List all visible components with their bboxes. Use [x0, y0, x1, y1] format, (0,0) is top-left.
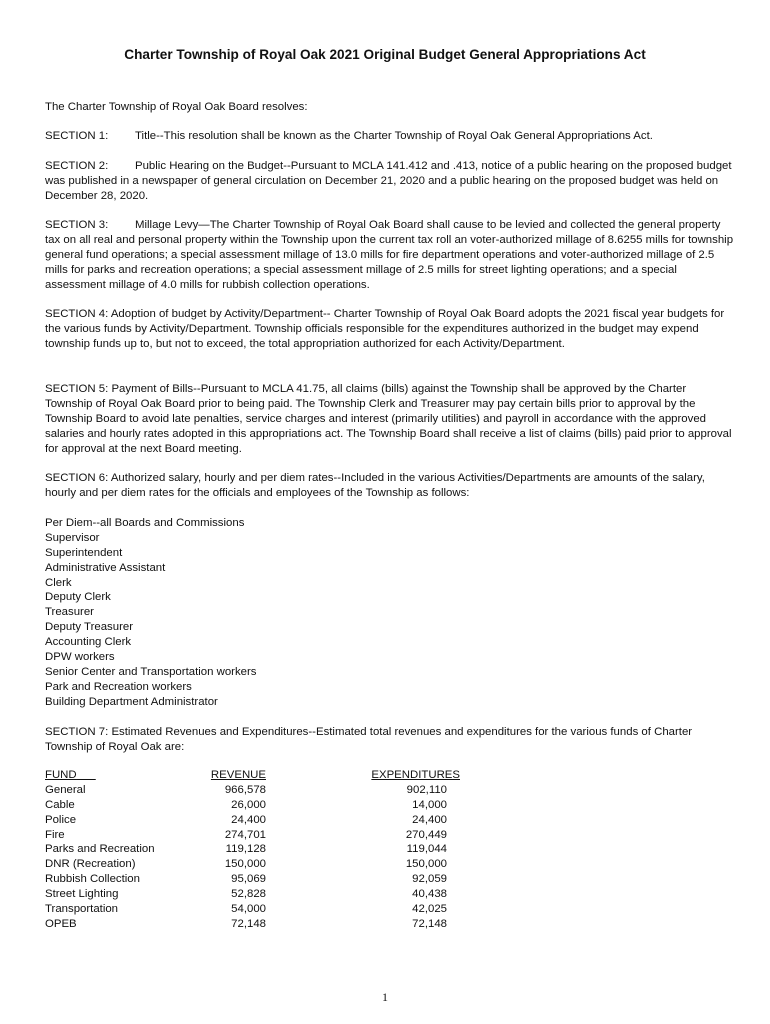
fund-expenditures: 24,400 — [412, 813, 447, 826]
table-row — [45, 872, 465, 887]
page-number: 1 — [382, 990, 388, 1004]
section-1-text: Title--This resolution shall be known as the Charter Township of Royal Oak General Appropriations Act. — [135, 130, 653, 142]
section-1 — [45, 129, 735, 144]
fund-revenue: 274,701 — [224, 828, 266, 841]
table-row — [45, 798, 465, 813]
intro-text: The Charter Township of Royal Oak Board resolves: — [45, 101, 308, 113]
fund-revenue: 52,828 — [231, 888, 266, 901]
section-6: SECTION 6: Authorized salary, hourly and per diem rates--Included in the various Activities/Departments are amounts of the salary, hourly and per diem rates for the officials and employees of the Township as follows: — [45, 472, 705, 499]
section-2-text: Public Hearing on the Budget--Pursuant to MCLA 141.412 and .413, notice of a public hearing on the proposed budget was published in a newspaper of general circulation on December 21, 2020 and a public hearing on the proposed budget was held on December 28, 2020. — [45, 160, 732, 202]
funds-table — [45, 768, 465, 932]
fund-revenue: 72,148 — [231, 917, 266, 930]
fund-revenue: 119,128 — [225, 843, 266, 856]
role-item: DPW workers — [45, 651, 115, 664]
role-item: Per Diem--all Boards and Commissions — [45, 517, 245, 529]
role-item: Treasurer — [45, 606, 94, 619]
fund-expenditures: 72,148 — [412, 917, 447, 930]
fund-name: OPEB — [45, 917, 77, 930]
fund-expenditures: 42,025 — [412, 903, 447, 916]
roles-list — [45, 516, 256, 710]
fund-revenue: 26,000 — [231, 798, 266, 811]
table-row — [45, 828, 465, 843]
fund-name: Police — [45, 813, 77, 826]
document-title: Charter Township of Royal Oak 2021 Original Budget General Appropriations Act — [124, 47, 646, 62]
fund-name: Cable — [45, 798, 75, 811]
fund-expenditures: 119,044 — [406, 843, 447, 856]
fund-name: Street Lighting — [45, 888, 119, 901]
table-row — [45, 842, 465, 857]
fund-name: Parks and Recreation — [45, 843, 155, 856]
role-item: Senior Center and Transportation workers — [45, 665, 257, 678]
section-2 — [45, 159, 735, 204]
fund-revenue: 95,069 — [231, 873, 266, 886]
fund-revenue: 966,578 — [224, 783, 266, 796]
section-4: SECTION 4: Adoption of budget by Activity/Department-- Charter Township of Royal Oak Board adopts the 2021 fiscal year budgets for the various funds by Activity/Department. Township officials responsible for the expenditures authorized in the budget may expend township funds up to, but not to exceed, the total appropriation authorized for each Activity/Department. — [45, 308, 725, 350]
table-row — [45, 857, 465, 872]
section-3-text: Millage Levy—The Charter Township of Royal Oak Board shall cause to be levied and collected the general property tax on all real and personal property within the Township upon the current tax roll an voter-authorized millage of 8.6255 mills for township general fund operations; a special assessment millage of 13.0 mills for fire department operations and voter-authorized millage of 2.5 mills for parks and recreation operations; a special assessment millage of 2.5 mills for street lighting operations; and a special assessment millage of 4.0 mills for rubbish collection operations. — [45, 219, 734, 291]
section-7: SECTION 7: Estimated Revenues and Expenditures--Estimated total revenues and expenditures for the various funds of Charter Township of Royal Oak are: — [45, 726, 693, 753]
role-item: Accounting Clerk — [45, 636, 132, 649]
section-3-label: SECTION 3: — [45, 219, 109, 231]
fund-revenue: 24,400 — [231, 813, 266, 826]
section-5: SECTION 5: Payment of Bills--Pursuant to MCLA 41.75, all claims (bills) against the Township shall be approved by the Charter Township of Royal Oak Board prior to being paid. The Township Clerk and Treasurer may pay certain bills prior to approval by the Township Board to avoid late penalties, service charges and interest (primarily utilities) and payroll in accordance with the approved salaries and hourly rates adopted in this appropriations act. The Township Board shall receive a list of claims (bills) paid prior to approval for approval at the next Board meeting. — [45, 383, 732, 455]
role-item: Supervisor — [45, 531, 100, 544]
funds-table-header — [45, 768, 465, 783]
fund-expenditures: 14,000 — [412, 798, 447, 811]
role-item: Superintendent — [45, 546, 123, 559]
fund-name: General — [45, 783, 86, 796]
fund-name: Transportation — [45, 903, 119, 916]
section-1-label: SECTION 1: — [45, 130, 109, 142]
fund-name: Rubbish Collection — [45, 873, 140, 886]
fund-name: DNR (Recreation) — [45, 858, 136, 871]
fund-column-header: FUND — [45, 769, 77, 781]
role-item: Deputy Treasurer — [45, 621, 133, 634]
section-3 — [45, 218, 735, 293]
role-item: Clerk — [45, 576, 72, 589]
role-item: Deputy Clerk — [45, 591, 111, 604]
fund-revenue: 54,000 — [231, 903, 266, 916]
fund-revenue: 150,000 — [224, 858, 266, 871]
fund-expenditures: 150,000 — [405, 858, 447, 871]
table-row — [45, 783, 465, 798]
section-2-label: SECTION 2: — [45, 160, 109, 172]
table-row — [45, 887, 465, 902]
fund-expenditures: 270,449 — [405, 828, 447, 841]
role-item: Administrative Assistant — [45, 561, 166, 574]
revenue-column-header: REVENUE — [210, 769, 266, 781]
role-item: Park and Recreation workers — [45, 680, 192, 693]
fund-expenditures: 92,059 — [412, 873, 447, 886]
table-row — [45, 917, 465, 932]
role-item: Building Department Administrator — [45, 695, 218, 708]
table-row — [45, 813, 465, 828]
fund-name: Fire — [45, 828, 65, 841]
table-row — [45, 902, 465, 917]
fund-expenditures: 902,110 — [406, 783, 447, 796]
fund-expenditures: 40,438 — [412, 888, 447, 901]
expenditures-column-header: EXPENDITURES — [371, 769, 460, 781]
